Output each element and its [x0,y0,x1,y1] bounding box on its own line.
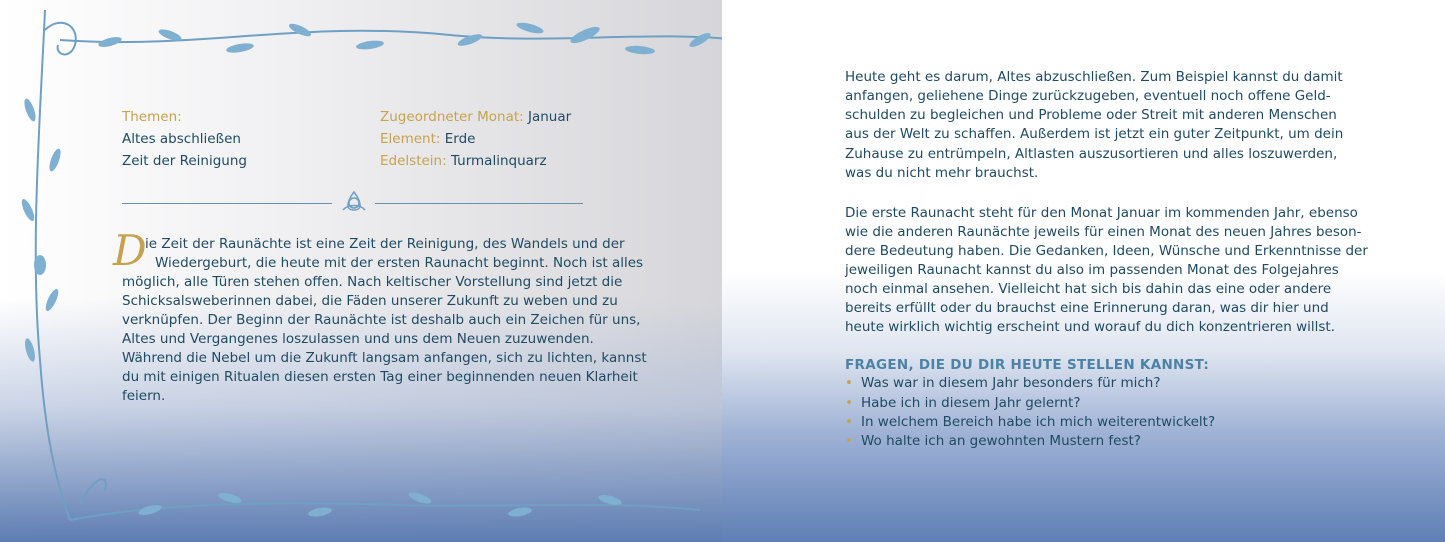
bullet-icon: • [845,414,853,430]
paragraph-line: du mit einigen Ritualen diesen ersten Tag einer beginnenden neuen Klarheit [122,369,638,385]
paragraph-line: Heute geht es darum, Altes abzuschließen. Zum Beispiel kannst du damit [845,69,1343,85]
theme-item: Zeit der Reinigung [122,153,247,169]
paragraph-line: wie die anderen Raunächte jeweils für einen Monat des neuen Jahres beson- [845,224,1362,240]
celtic-knot-icon [340,190,368,214]
paragraph-line: was du nicht mehr brauchst. [845,165,1039,181]
gem-row [380,152,547,171]
drop-cap: D [113,226,147,275]
questions-heading: FRAGEN, DIE DU DIR HEUTE STELLEN KANNST: [845,357,1210,373]
paragraph-line: jeweiligen Raunacht kannst du also im passenden Monat des Folgejahres [845,262,1339,278]
paragraph-line: möglich, alle Türen stehen offen. Nach keltischer Vorstellung sind jetzt die [122,274,623,290]
bullet-icon: • [845,395,853,411]
paragraph-line: ie Zeit der Raunächte ist eine Zeit der Reinigung, des Wandels und der [145,236,625,252]
question-item: • Wo halte ich an gewohnten Mustern fest? [845,433,1141,449]
paragraph-line: dere Bedeutung haben. Die Gedanken, Ideen, Wünsche und Erkenntnisse der [845,243,1368,259]
question-item: • In welchem Bereich habe ich mich weiterentwickelt? [845,414,1216,430]
question-item: • Habe ich in diesem Jahr gelernt? [845,395,1081,411]
paragraph-line: feiern. [122,388,166,404]
right-page [722,0,1445,542]
element-row [380,130,475,149]
divider-left [122,203,332,204]
divider-right [375,203,583,204]
element-value: Erde [444,131,476,147]
paragraph-line: schulden zu begleichen und Probleme oder Streit mit anderen Menschen [845,107,1337,123]
paragraph-line: Schicksalsweberinnen dabei, die Fäden unserer Zukunft zu weben und zu [122,293,618,309]
paragraph-line: verknüpfen. Der Beginn der Raunächte ist deshalb auch ein Zeichen für uns, [122,312,641,328]
paragraph-line: heute wirklich wichtig erscheint und worauf du dich konzentrieren willst. [845,319,1336,335]
month-value: Januar [528,109,572,125]
left-page [0,0,722,542]
month-label: Zugeordneter Monat: [380,109,524,125]
bullet-icon: • [845,375,853,391]
theme-item: Altes abschließen [122,131,241,147]
paragraph-line: noch einmal ansehen. Vielleicht hat sich bis dahin das eine oder andere [845,281,1332,297]
paragraph-line: Altes und Vergangenes loszulassen und uns dem Neuen zuzuwenden. [122,331,594,347]
month-row [380,108,571,127]
paragraph-line: Während die Nebel um die Zukunft langsam anfangen, sich zu lichten, kannst [122,350,647,366]
paragraph-line: Wiedergeburt, die heute mit der ersten Raunacht beginnt. Noch ist alles [155,255,644,271]
paragraph-line: bereits erfüllt oder du brauchst eine Erinnerung daran, was dir hier und [845,300,1329,316]
paragraph-line: Die erste Raunacht steht für den Monat Januar im kommenden Jahr, ebenso [845,205,1358,221]
question-item: • Was war in diesem Jahr besonders für mich? [845,375,1161,391]
bullet-icon: • [845,433,853,449]
themes-label: Themen: [122,109,182,125]
gem-label: Edelstein: [380,153,447,169]
paragraph-line: aus der Welt zu schaffen. Außerdem ist jetzt ein guter Zeitpunkt, um dein [845,126,1344,142]
element-label: Element: [380,131,441,147]
paragraph-line: anfangen, geliehene Dinge zurückzugeben, eventuell noch offene Geld- [845,88,1331,104]
gem-value: Turmalinquarz [450,153,547,169]
paragraph-line: Zuhause zu entrümpeln, Altlasten auszusortieren und alles loszuwerden, [845,146,1338,162]
